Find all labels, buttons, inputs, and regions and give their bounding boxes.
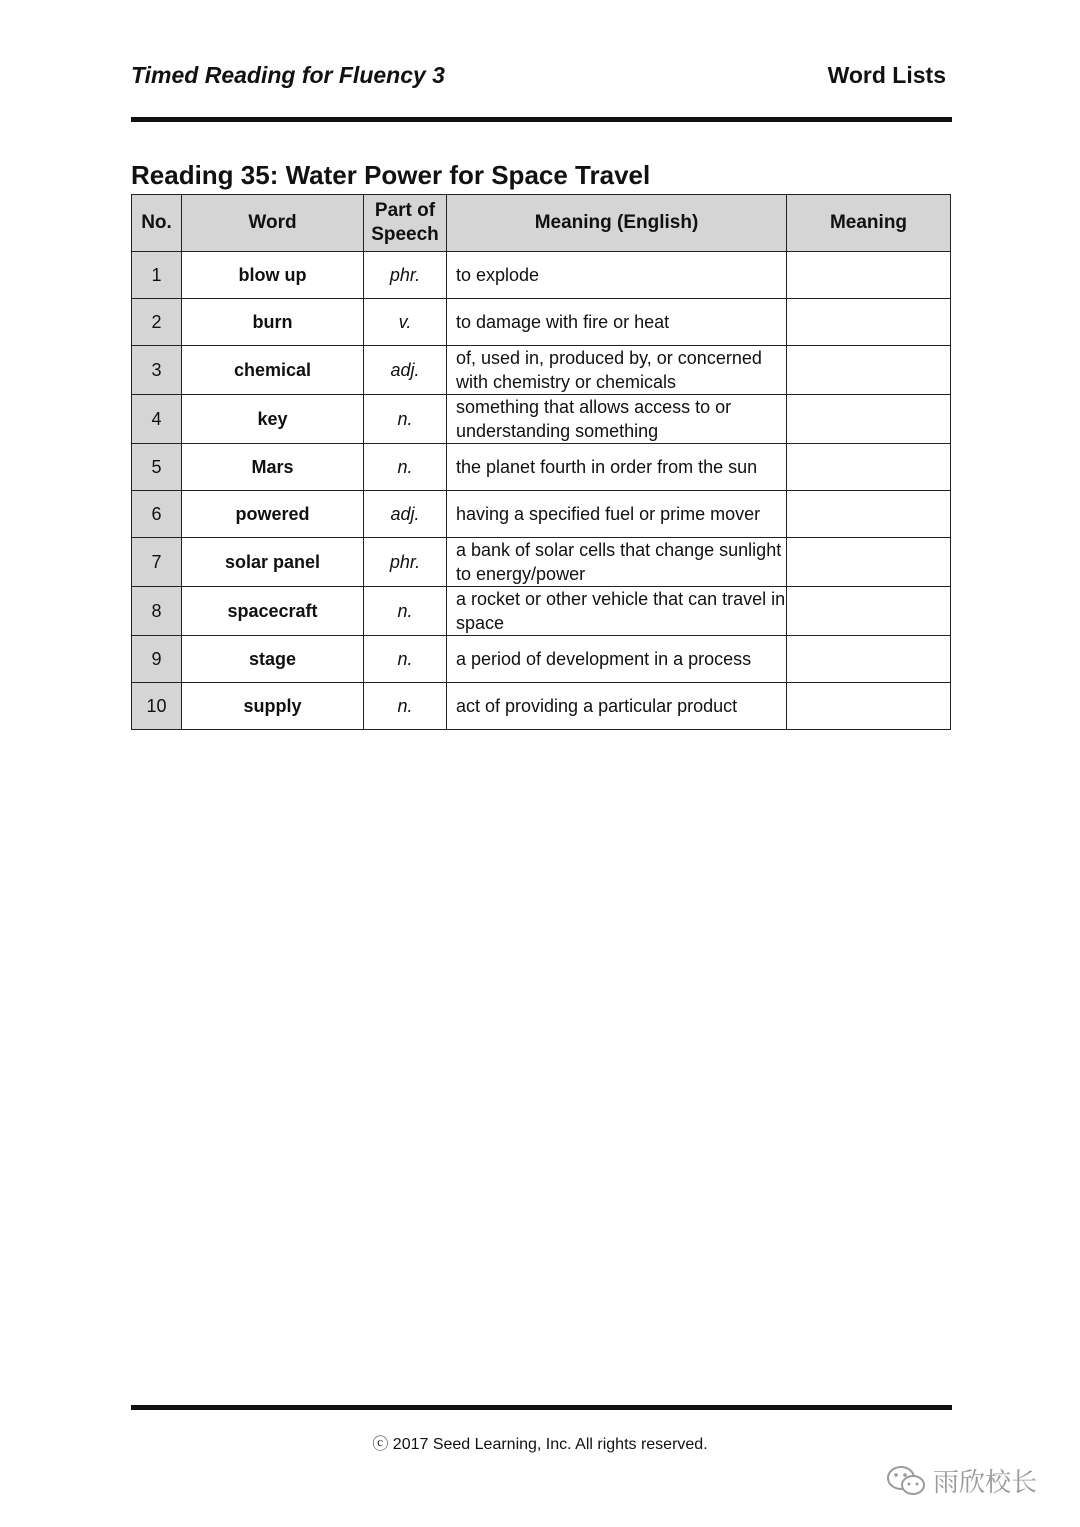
table-row — [132, 587, 951, 636]
header-meaning: Meaning — [787, 195, 951, 252]
table-row — [132, 636, 951, 683]
book-title: Timed Reading for Fluency 3 — [131, 62, 445, 88]
table-header-row — [132, 195, 951, 252]
row-word: solar panel — [182, 538, 364, 587]
header-part-of-speech: Part of Speech — [364, 195, 447, 252]
row-number: 2 — [132, 299, 182, 346]
watermark-text: 雨欣校长 — [933, 1467, 1038, 1497]
row-meaning-english: a period of development in a process — [447, 636, 787, 683]
word-list-table — [131, 194, 951, 730]
row-meaning — [787, 346, 951, 395]
watermark — [885, 1462, 1037, 1499]
row-part-of-speech: phr. — [364, 252, 447, 299]
row-number: 9 — [132, 636, 182, 683]
row-number: 5 — [132, 444, 182, 491]
row-meaning — [787, 683, 951, 730]
row-meaning — [787, 252, 951, 299]
row-number: 6 — [132, 491, 182, 538]
row-meaning — [787, 299, 951, 346]
copyright: ⓒ 2017 Seed Learning, Inc. All rights reserved. — [372, 1436, 708, 1453]
reading-title: Reading 35: Water Power for Space Travel — [131, 160, 651, 190]
row-meaning-english: a bank of solar cells that change sunlight to energy/power — [447, 538, 787, 587]
row-word: Mars — [182, 444, 364, 491]
table-row — [132, 395, 951, 444]
footer-rule — [131, 1405, 952, 1410]
row-number: 3 — [132, 346, 182, 395]
row-word: blow up — [182, 252, 364, 299]
row-meaning-english: the planet fourth in order from the sun — [447, 444, 787, 491]
row-meaning — [787, 395, 951, 444]
row-meaning-english: a rocket or other vehicle that can travel in space — [447, 587, 787, 636]
row-meaning-english: to damage with fire or heat — [447, 299, 787, 346]
row-number: 4 — [132, 395, 182, 444]
wechat-icon — [885, 1464, 927, 1498]
row-word: spacecraft — [182, 587, 364, 636]
row-word: burn — [182, 299, 364, 346]
row-word: supply — [182, 683, 364, 730]
table-row — [132, 491, 951, 538]
row-meaning — [787, 444, 951, 491]
table-row — [132, 444, 951, 491]
section-title: Word Lists — [827, 62, 946, 88]
row-word: key — [182, 395, 364, 444]
table-row — [132, 538, 951, 587]
table-row — [132, 346, 951, 395]
row-part-of-speech: n. — [364, 636, 447, 683]
row-meaning-english: of, used in, produced by, or concerned with chemistry or chemicals — [447, 346, 787, 395]
table-row — [132, 683, 951, 730]
header-meaning-english: Meaning (English) — [447, 195, 787, 252]
row-part-of-speech: v. — [364, 299, 447, 346]
row-word: powered — [182, 491, 364, 538]
row-meaning-english: something that allows access to or understanding something — [447, 395, 787, 444]
row-meaning — [787, 538, 951, 587]
table-row — [132, 299, 951, 346]
row-word: stage — [182, 636, 364, 683]
row-meaning-english: to explode — [447, 252, 787, 299]
row-meaning — [787, 587, 951, 636]
row-word: chemical — [182, 346, 364, 395]
row-part-of-speech: n. — [364, 444, 447, 491]
header-rule — [131, 117, 952, 122]
row-number: 1 — [132, 252, 182, 299]
row-part-of-speech: phr. — [364, 538, 447, 587]
table-row — [132, 252, 951, 299]
row-number: 10 — [132, 683, 182, 730]
row-part-of-speech: adj. — [364, 346, 447, 395]
row-meaning — [787, 491, 951, 538]
row-meaning-english: act of providing a particular product — [447, 683, 787, 730]
row-part-of-speech: adj. — [364, 491, 447, 538]
row-meaning-english: having a specified fuel or prime mover — [447, 491, 787, 538]
row-meaning — [787, 636, 951, 683]
row-part-of-speech: n. — [364, 587, 447, 636]
row-part-of-speech: n. — [364, 395, 447, 444]
row-number: 8 — [132, 587, 182, 636]
header-no: No. — [132, 195, 182, 252]
row-part-of-speech: n. — [364, 683, 447, 730]
header-word: Word — [182, 195, 364, 252]
row-number: 7 — [132, 538, 182, 587]
